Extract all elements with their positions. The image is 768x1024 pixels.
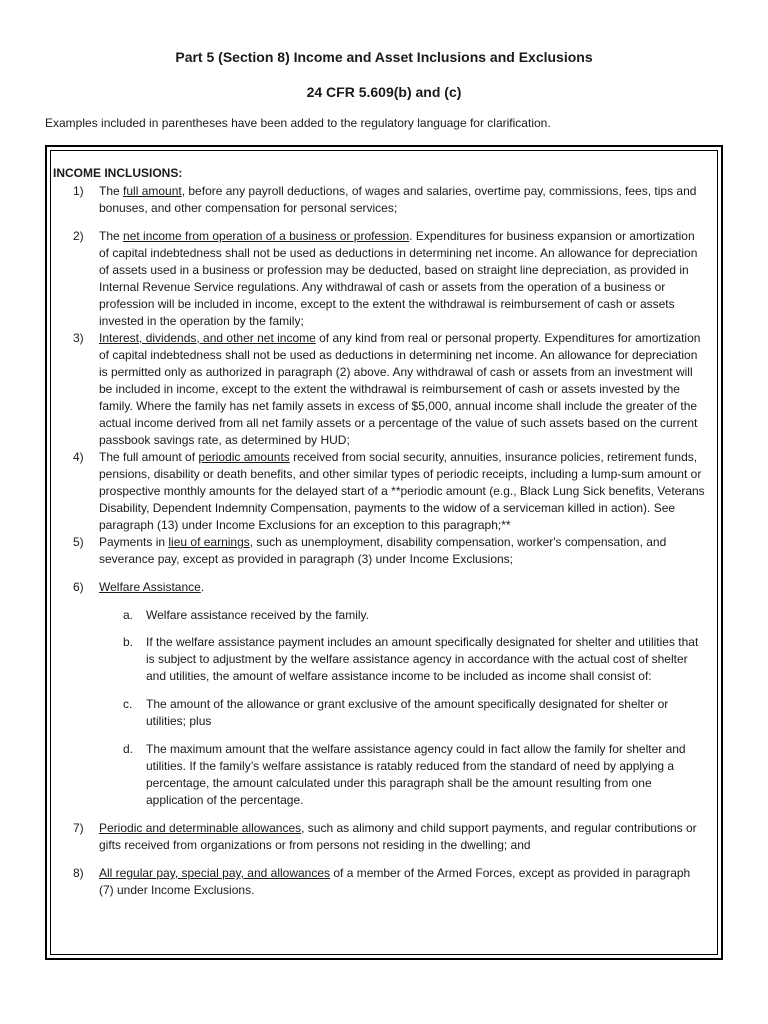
- page-subtitle: 24 CFR 5.609(b) and (c): [306, 84, 462, 100]
- item-term: All regular pay, special pay, and allowances: [99, 866, 331, 880]
- item-term: periodic amounts: [198, 450, 290, 464]
- item-text: The: [99, 229, 124, 243]
- intro-text: Examples included in parentheses have been added to the regulatory language for clarification.: [45, 116, 551, 130]
- item-term: Welfare Assistance: [99, 580, 201, 594]
- page-title: Part 5 (Section 8) Income and Asset Inclusions and Exclusions: [175, 49, 593, 65]
- item-number: 5): [73, 535, 84, 549]
- item-term: full amount: [123, 184, 182, 198]
- list-item: [53, 183, 705, 217]
- item-text: , such as alimony and child support payments, and regular contributions or gifts received from organizations or from persons not residing in the dwelling; and: [99, 821, 697, 852]
- sub-item-text: If the welfare assistance payment includes an amount specifically designated for shelter and utilities that is subject to adjustment by the welfare assistance agency in accordance with the actual cost of shelter and utilities, the amount of welfare assistance income to be included as income shall consist of:: [146, 635, 699, 683]
- list-item: [53, 330, 705, 449]
- item-term: Interest, dividends, and other net income: [99, 331, 316, 345]
- sub-list-item: [53, 634, 705, 685]
- item-text: The full amount of: [99, 450, 199, 464]
- item-text: received from social security, annuities, insurance policies, retirement funds, pensions, disability or death benefits, and other similar types of periodic receipts, including a lump-sum amount or prospective monthly amounts for the delayed start of a **periodic amount (e.g., Black Lung Sick benefits, Veterans Disability, Dependent Indemnity Compensation, payments to the widow of a serviceman killed in action). See paragraph (13) under Income Exclusions for an exception to this paragraph;**: [99, 450, 705, 532]
- list-item: [53, 228, 705, 330]
- sub-item-text: The amount of the allowance or grant exclusive of the amount specifically designated for shelter or utilities; plus: [146, 697, 669, 728]
- sub-item-letter: b.: [123, 635, 134, 649]
- item-number: 1): [73, 184, 84, 198]
- item-text: The: [99, 184, 124, 198]
- sub-item-text: Welfare assistance received by the family.: [146, 608, 369, 622]
- item-term: lieu of earnings: [168, 535, 250, 549]
- sub-list-item: [53, 607, 705, 624]
- list-item: [53, 449, 705, 534]
- sub-item-text: The maximum amount that the welfare assistance agency could in fact allow the family for shelter and utilities. If the family’s welfare assistance is ratably reduced from the standard of need by applying a percentage, the amount calculated under this paragraph shall be the amount resulting from one application of the percentage.: [146, 742, 686, 807]
- item-text: Payments in: [99, 535, 169, 549]
- sub-item-letter: c.: [123, 697, 133, 711]
- list-item: [53, 534, 705, 568]
- section-heading: INCOME INCLUSIONS:: [53, 166, 183, 180]
- item-text: of a member of the Armed Forces, except as provided in paragraph (7) under Income Exclusions.: [99, 866, 691, 897]
- item-term: Periodic and determinable allowances: [99, 821, 302, 835]
- sub-list-item: [53, 696, 705, 730]
- item-number: 6): [73, 580, 84, 594]
- item-text: , such as unemployment, disability compensation, worker's compensation, and severance pay, except as provided in paragraph (3) under Income Exclusions;: [99, 535, 667, 566]
- list-item: [53, 820, 705, 854]
- inclusions-box: [45, 145, 723, 960]
- list-item: [53, 579, 705, 596]
- inclusions-content: [53, 165, 705, 899]
- sub-item-letter: d.: [123, 742, 134, 756]
- item-text: . Expenditures for business expansion or amortization of capital indebtedness shall not be used as deductions in determining net income. An allowance for depreciation of assets used in a business or profession may be deducted, based on straight line depreciation, as provided in Internal Revenue Service regulations. Any withdrawal of cash or assets from the operation of a business or profession will be included in income, except to the extent the withdrawal is reimbursement of cash or assets invested in the operation by the family;: [99, 229, 698, 328]
- item-term: net income from operation of a business or profession: [123, 229, 410, 243]
- sub-list-item: [53, 741, 705, 809]
- item-text: , before any payroll deductions, of wages and salaries, overtime pay, commissions, fees, tips and bonuses, and other compensation for personal services;: [99, 184, 697, 215]
- item-number: 2): [73, 229, 84, 243]
- sub-item-letter: a.: [123, 608, 134, 622]
- item-number: 3): [73, 331, 84, 345]
- item-number: 4): [73, 450, 84, 464]
- item-number: 7): [73, 821, 84, 835]
- item-number: 8): [73, 866, 84, 880]
- list-item: [53, 865, 705, 899]
- item-text: of any kind from real or personal property. Expenditures for amortization of capital indebtedness shall not be used as deductions in determining net income. An allowance for depreciation is permitted only as authorized in paragraph (2) above. Any withdrawal of cash or assets from an investment will be included in income, except to the extent the withdrawal is reimbursement of cash or assets invested by the family. Where the family has net family assets in excess of $5,000, annual income shall include the greater of the actual income derived from all net family assets or a percentage of the value of such assets based on the current passbook savings rate, as determined by HUD;: [99, 331, 701, 447]
- item-text: .: [200, 580, 205, 594]
